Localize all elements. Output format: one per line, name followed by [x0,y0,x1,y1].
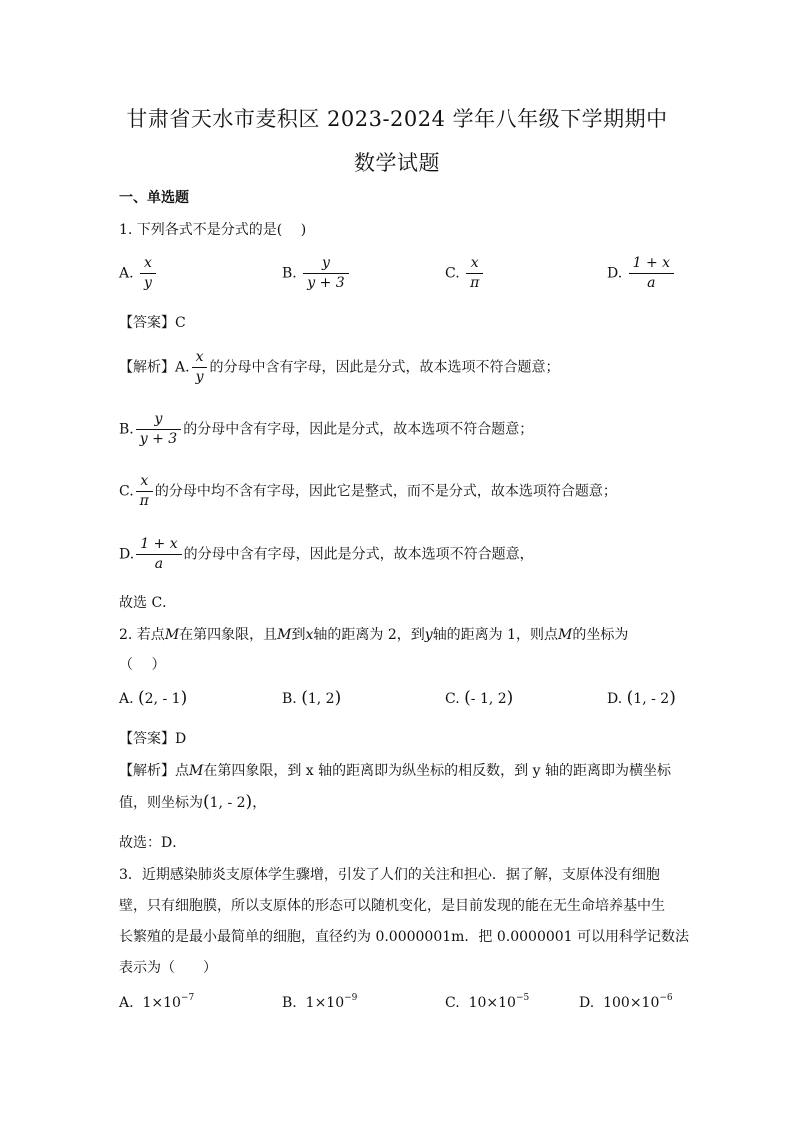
option-label: A. [119,265,134,282]
question-3-stem-line1: 3．近期感染肺炎支原体学生骤增，引发了人们的关注和担心．据了解，支原体没有细胞 [119,867,660,883]
option-label: B. [282,265,297,282]
explanation-prefix: D. [119,546,135,563]
question-1-stem: 1. 下列各式不是分式的是( ) [119,222,307,238]
numerator: y [154,411,163,427]
fraction [468,254,481,293]
option-label: B. [282,995,297,1011]
explanation-prefix: C. [119,483,134,500]
q1-explanation-d [119,535,534,574]
option-label: D. [607,691,623,707]
q1-explanation-a [119,348,559,387]
sci-base: 10×10 [468,995,516,1011]
document-subtitle: 数学试题 [354,151,440,175]
paren-close: ) [506,688,514,708]
option-label: D. [579,995,595,1011]
q1-option-c [445,254,485,293]
denominator: a [629,273,674,293]
paren-open: ( [138,688,145,708]
numerator: y [321,255,330,271]
variable-m: M [189,763,204,779]
stem-text: 轴的距离为 2，到 [313,627,425,643]
paren-close: ) [180,688,188,708]
explanation-text: 的分母中含有字母，因此是分式，故本选项不符合题意， [183,546,534,563]
q1-answer: 【答案】C [119,315,186,331]
paren-close: ) [334,688,342,708]
denominator: π [466,273,483,293]
paren-open: ( [626,688,634,708]
explanation-prefix: B. [119,421,134,438]
question-3-stem-line3: 长繁殖的是最小最简单的细胞，直径约为 0.0000001m．把 0.0000001 可以用科学记数法 [119,929,690,945]
fraction [305,254,346,293]
numerator: 1 + x [140,536,178,552]
explanation-prefix: 【解析】A. [119,359,190,376]
paren-close: ) [245,792,253,812]
q3-option-c [445,993,529,1011]
explanation-text: 值，则坐标为 [119,795,203,811]
paren-close: ) [669,688,676,708]
q1-option-d [607,254,676,293]
variable-m: M [277,627,292,643]
fraction [138,410,179,449]
sci-exponent: −6 [659,993,673,1003]
fraction [631,254,672,293]
stem-text: 轴的距离为 1，则点 [432,627,559,643]
document-title: 甘肃省天水市麦积区 2023-2024 学年八年级下学期期中 [126,107,668,131]
q1-explanation-c [119,472,617,511]
question-3-stem-line4: 表示为（ ） [119,960,217,976]
sci-exponent: −5 [515,993,530,1003]
numerator: x [144,255,152,271]
variable-x: x [305,627,314,643]
stem-text: 的坐标为 [572,627,629,643]
variable-m: M [558,627,573,643]
numerator: x [470,255,479,271]
variable-m: M [164,627,180,643]
sci-base: 1×10 [305,995,345,1011]
numerator: x [140,473,149,489]
fraction [138,472,151,511]
stem-text: 2. 若点 [119,627,165,643]
q2-explanation-line2 [119,792,266,812]
q2-answer: 【答案】D [119,731,187,747]
explanation-text: ， [252,795,267,811]
q2-option-a [119,688,187,708]
explanation-text: 的分母中均不含有字母，因此它是整式，而不是分式，故本选项符合题意； [154,483,617,500]
q2-conclusion: 故选：D． [119,835,187,851]
variable-y: y [424,627,433,643]
stem-text: 在第四象限，且 [179,627,278,643]
q1-option-a [119,254,158,293]
paren-open: ( [301,688,308,708]
stem-text: 到 [291,627,306,643]
explanation-text: 在第四象限，到 x 轴的距离即为纵坐标的相反数，到 y 轴的距离即为横坐标 [203,763,671,779]
q1-explanation-b [119,410,533,449]
paren-open: ( [203,792,210,812]
question-2-stem-cont: （ ） [119,657,166,673]
coordinate: 2, - 1 [144,691,181,707]
numerator: 1 + x [632,255,671,271]
fraction [194,348,206,387]
q2-option-d [607,688,676,708]
q3-option-a [119,993,194,1011]
q2-option-b [282,688,341,708]
paren-open: ( [464,688,471,708]
coordinate: 1, - 2 [209,795,246,811]
coordinate: - 1, 2 [470,691,507,707]
sci-base: 100×10 [603,995,660,1011]
q3-option-b [282,993,357,1011]
question-2-stem [119,624,628,644]
denominator: y + 3 [303,273,348,293]
denominator: y [140,273,156,293]
sci-base: 1×10 [142,995,181,1011]
option-label: C. [445,265,460,282]
q1-option-b [282,254,351,293]
numerator: x [195,349,204,365]
option-label: D. [607,265,623,282]
option-label: C. [445,995,460,1011]
explanation-text: 的分母中含有字母，因此是分式，故本选项不符合题意； [209,359,560,376]
q2-explanation-line1 [119,760,671,780]
option-label: A. [119,691,134,707]
explanation-text: 的分母中含有字母，因此是分式，故本选项不符合题意； [183,421,534,438]
question-3-stem-line2: 壁，只有细胞膜，所以支原体的形态可以随机变化，是目前发现的能在无生命培养基中生 [119,898,665,914]
section-heading: 一、单选题 [119,190,189,206]
q1-conclusion: 故选 C． [119,595,177,611]
option-label: C. [445,691,460,707]
denominator: y + 3 [136,429,181,449]
fraction [142,254,154,293]
sci-exponent: −9 [344,993,358,1003]
coordinate: 1, - 2 [633,691,670,707]
option-label: B. [282,691,297,707]
q3-option-d [579,993,673,1011]
denominator: a [136,554,181,574]
denominator: π [136,491,153,511]
q2-option-c [445,688,513,708]
fraction [138,535,179,574]
denominator: y [192,367,208,387]
explanation-text: 【解析】点 [119,763,189,779]
option-label: A. [119,995,134,1011]
coordinate: 1, 2 [307,691,335,707]
sci-exponent: −7 [180,993,195,1003]
